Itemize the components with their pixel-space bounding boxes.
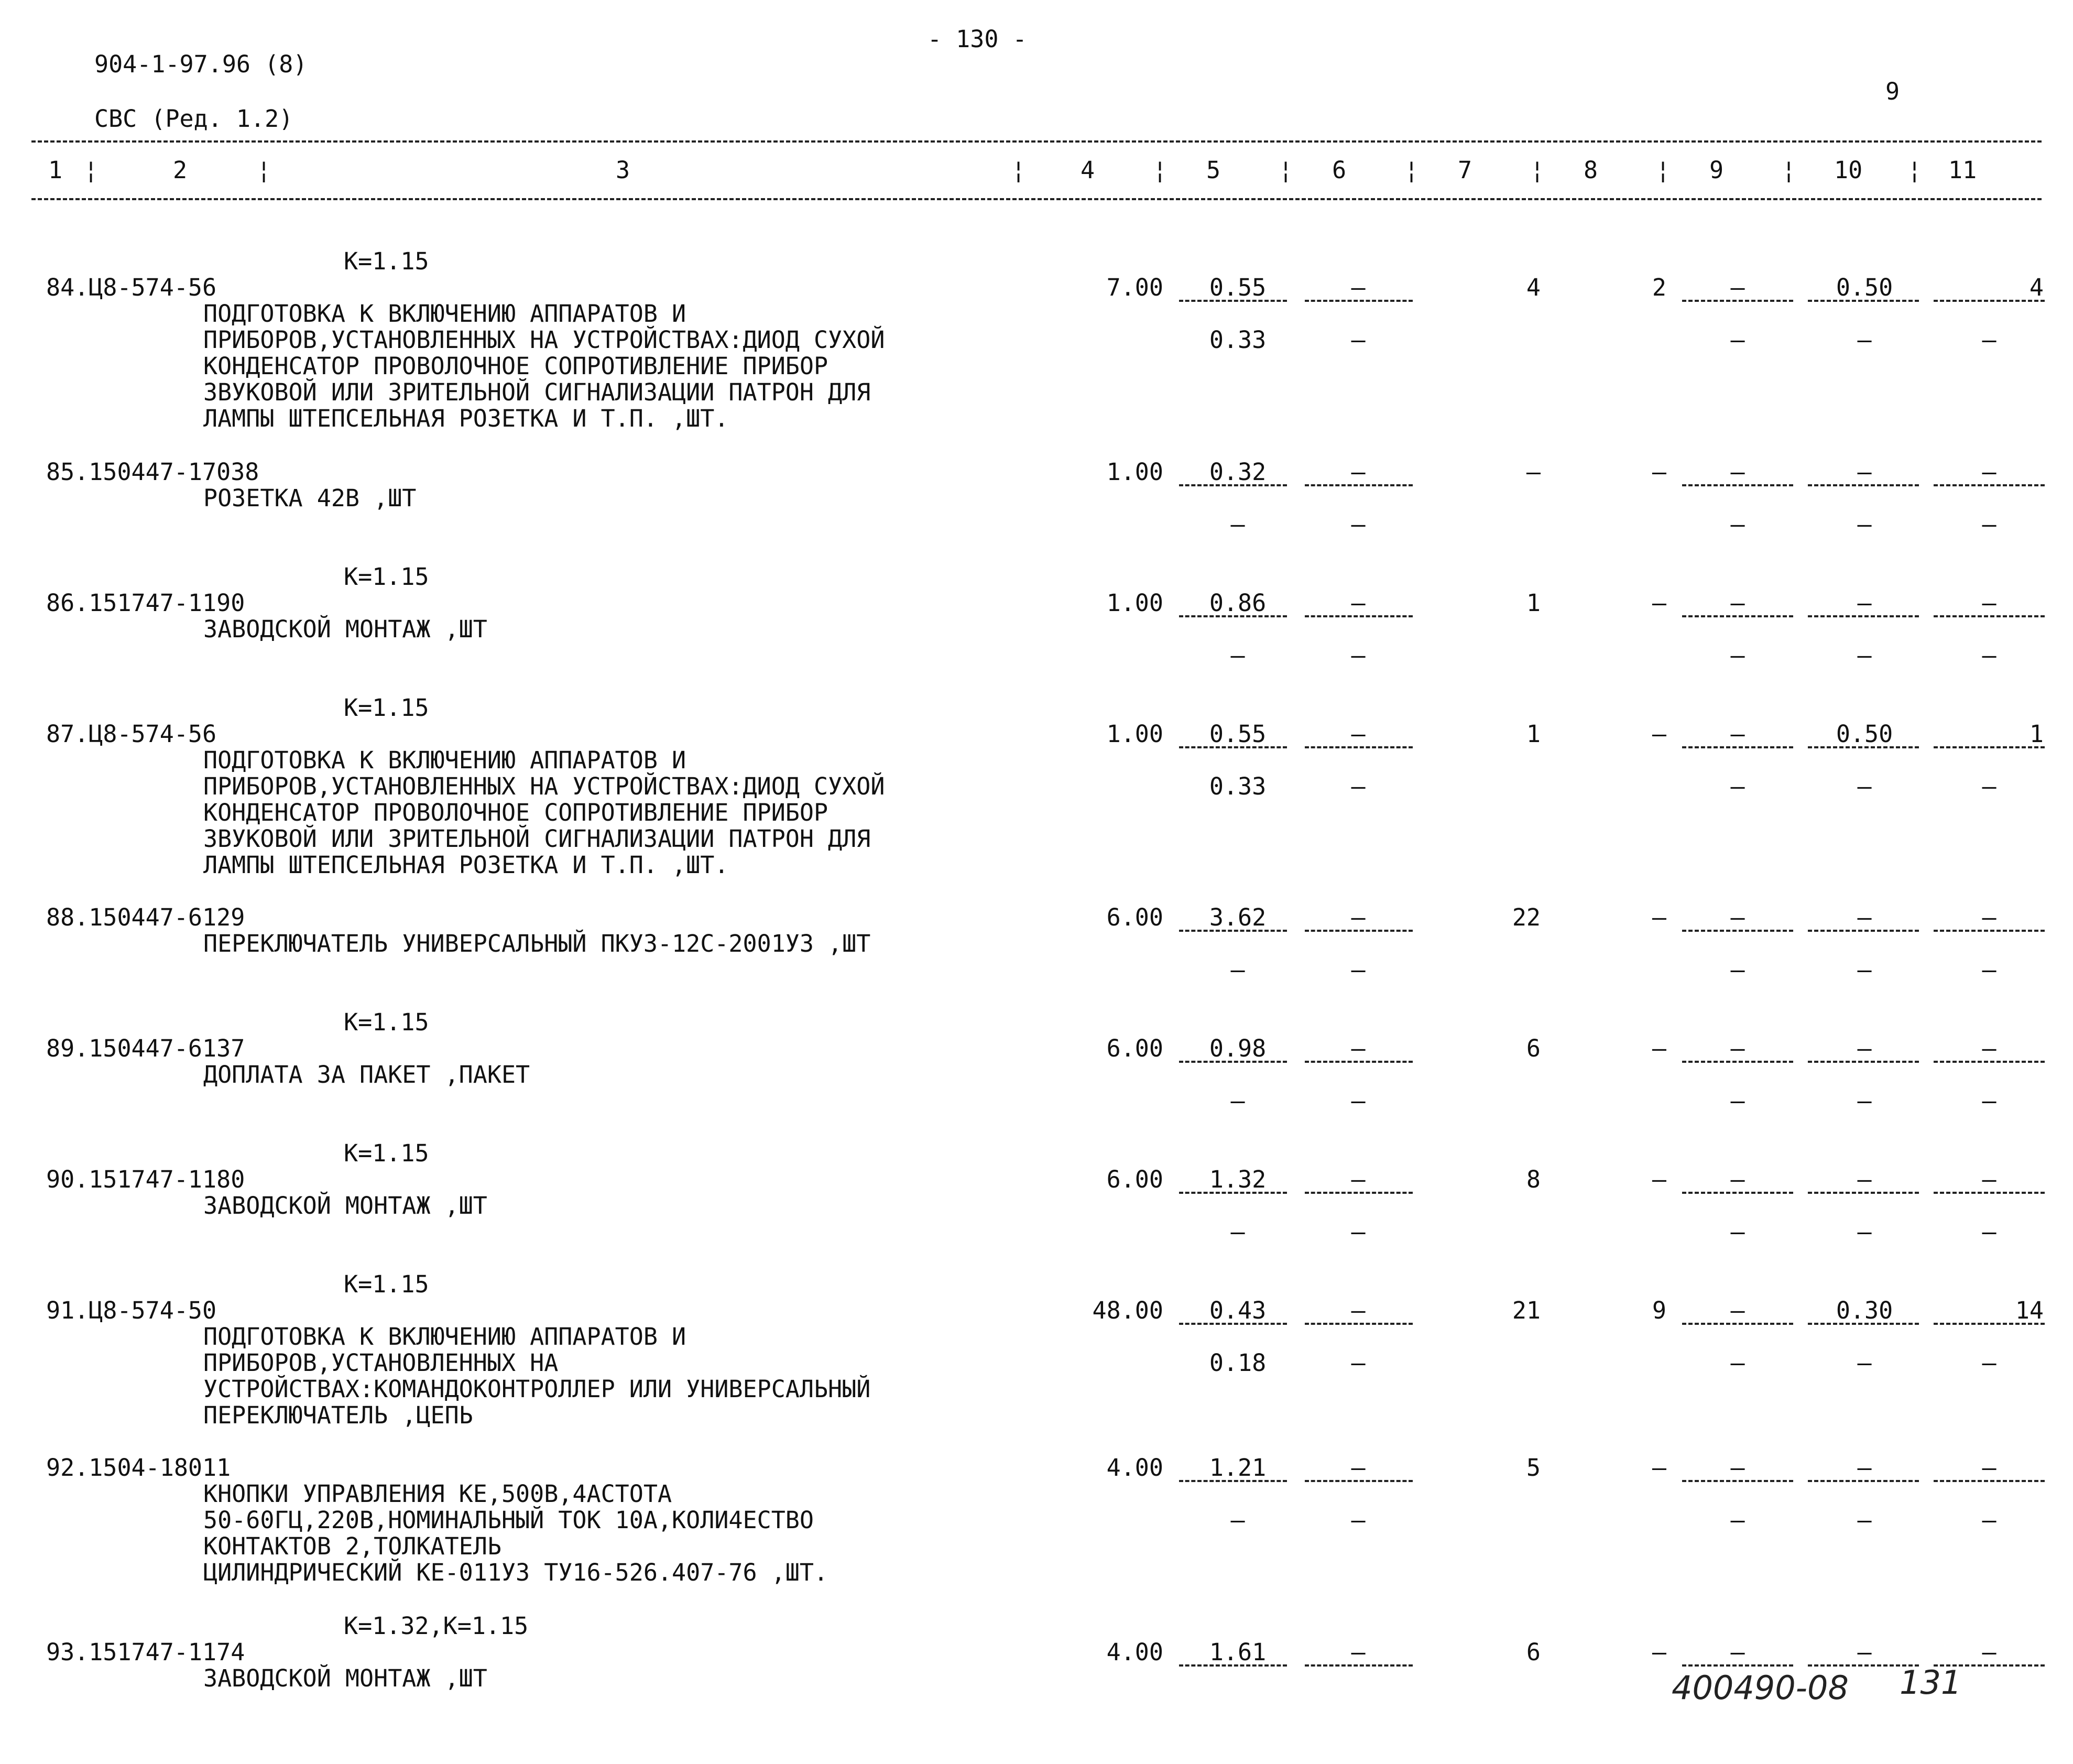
row-code: 84.Ц8-574-56 [46,274,217,301]
row-description-line: КОНДЕНСАТОР ПРОВОЛОЧНОЕ СОПРОТИВЛЕНИЕ ПРИБОР [203,799,828,826]
row-coefficient: К=1.32,К=1.15 [344,1612,529,1640]
fraction-rule-col10 [1808,1323,1919,1325]
row-col5-second: 0.18 [1209,1349,1267,1377]
row-col11: 4 [2029,274,2044,301]
row-col6-second: – [1351,772,1366,800]
fraction-rule-col5 [1179,615,1287,617]
fraction-rule-col10 [1808,1061,1919,1063]
column-header-4: 4 [1081,156,1095,184]
column-separator: ¦ [1404,156,1419,184]
row-col11-second: – [1982,956,1996,984]
row-col5-second: – [1230,956,1245,984]
row-col10-second: – [1857,641,1872,669]
row-col11: – [1982,589,1996,617]
column-separator: ¦ [1011,156,1026,184]
row-col8: – [1652,1035,1666,1062]
row-col5: 1.61 [1209,1638,1267,1666]
row-col6: – [1351,1638,1366,1666]
row-code: 88.150447-6129 [46,903,245,931]
column-header-2: 2 [173,156,188,184]
corner-number: 9 [1885,78,1900,105]
column-header-11: 11 [1948,156,1977,184]
row-col9: – [1730,1166,1745,1193]
row-col9-second: – [1730,956,1745,984]
row-col5-second: – [1230,1087,1245,1115]
row-col9-second: – [1730,641,1745,669]
row-description-line: КОНТАКТОВ 2,ТОЛКАТЕЛЬ [203,1532,501,1560]
fraction-rule-col10 [1808,1480,1919,1482]
fraction-rule-col5 [1179,1480,1287,1482]
row-description-line: ЛАМПЫ ШТЕПСЕЛЬНАЯ РОЗЕТКА И Т.П. ,ШТ. [203,851,729,879]
row-col10: – [1857,1166,1872,1193]
column-separator: ¦ [1907,156,1922,184]
row-col10-second: – [1857,1218,1872,1246]
row-col10-second: – [1857,772,1872,800]
fraction-rule-col5 [1179,1323,1287,1325]
row-code: 85.150447-17038 [46,458,259,486]
fraction-rule-col11 [1934,1192,2045,1194]
fraction-rule-col10 [1808,484,1919,486]
row-col8: 9 [1652,1297,1666,1324]
row-col6-second: – [1351,956,1366,984]
row-col6: – [1351,1454,1366,1482]
column-header-7: 7 [1458,156,1472,184]
row-quantity: 1.00 [1106,720,1163,748]
row-description-line: ЗАВОДСКОЙ МОНТАЖ ,ШТ [203,1192,487,1219]
fraction-rule-col9 [1682,746,1793,748]
row-code: 87.Ц8-574-56 [46,720,217,748]
row-col10: – [1857,1638,1872,1666]
row-col6-second: – [1351,510,1366,538]
row-col9-second: – [1730,510,1745,538]
row-col10: – [1857,1454,1872,1482]
row-col5: 0.55 [1209,720,1267,748]
fraction-rule-col6 [1305,1061,1413,1063]
row-coefficient: К=1.15 [344,247,429,275]
row-col5: 3.62 [1209,903,1267,931]
row-description-line: ДОПЛАТА ЗА ПАКЕТ ,ПАКЕТ [203,1061,530,1088]
fraction-rule-col5 [1179,746,1287,748]
row-col11: 1 [2029,720,2044,748]
fraction-rule-col6 [1305,930,1413,932]
fraction-rule-col5 [1179,484,1287,486]
row-col6-second: – [1351,1218,1366,1246]
fraction-rule-col6 [1305,1664,1413,1667]
fraction-rule-col11 [1934,615,2045,617]
row-description-line: 50-60ГЦ,220В,НОМИНАЛЬНЫЙ ТОК 10А,КОЛИ4ЕСТВО [203,1506,814,1534]
row-col10-second: – [1857,326,1872,354]
row-col6: – [1351,274,1366,301]
row-code: 92.1504-18011 [46,1454,231,1482]
row-col6: – [1351,589,1366,617]
row-col5: 1.32 [1209,1166,1267,1193]
row-description-line: ПЕРЕКЛЮЧАТЕЛЬ УНИВЕРСАЛЬНЫЙ ПКУ3-12С-2001У3 ,ШТ [203,930,871,957]
row-col10-second: – [1857,510,1872,538]
fraction-rule-col9 [1682,1192,1793,1194]
fraction-rule-col9 [1682,615,1793,617]
row-quantity: 6.00 [1106,1035,1163,1062]
row-col5-second: – [1230,1218,1245,1246]
row-description-line: ЛАМПЫ ШТЕПСЕЛЬНАЯ РОЗЕТКА И Т.П. ,ШТ. [203,405,729,432]
row-col8: – [1652,1166,1666,1193]
row-col10-second: – [1857,1087,1872,1115]
row-col6-second: – [1351,641,1366,669]
fraction-rule-col10 [1808,930,1919,932]
row-quantity: 7.00 [1106,274,1163,301]
row-col7: 5 [1526,1454,1541,1482]
row-description-line: ПРИБОРОВ,УСТАНОВЛЕННЫХ НА [203,1349,559,1377]
fraction-rule-col11 [1934,300,2045,302]
column-separator: ¦ [257,156,271,184]
row-col11-second: – [1982,510,1996,538]
fraction-rule-col11 [1934,484,2045,486]
row-col6-second: – [1351,1087,1366,1115]
row-col6: – [1351,1166,1366,1193]
row-col6: – [1351,903,1366,931]
row-col7: 6 [1526,1035,1541,1062]
row-col10: 0.50 [1836,720,1893,748]
fraction-rule-col6 [1305,615,1413,617]
fraction-rule-col5 [1179,1664,1287,1667]
row-quantity: 4.00 [1106,1454,1163,1482]
row-col9: – [1730,1035,1745,1062]
fraction-rule-col10 [1808,615,1919,617]
fraction-rule-col6 [1305,1192,1413,1194]
row-col8: – [1652,903,1666,931]
column-header-5: 5 [1206,156,1221,184]
fraction-rule-col5 [1179,300,1287,302]
row-col9: – [1730,274,1745,301]
row-col11-second: – [1982,1087,1996,1115]
row-col11-second: – [1982,1506,1996,1534]
fraction-rule-col6 [1305,484,1413,486]
fraction-rule-col11 [1934,930,2045,932]
row-col7: 1 [1526,720,1541,748]
row-col11: – [1982,458,1996,486]
row-col11: – [1982,903,1996,931]
row-description-line: ПОДГОТОВКА К ВКЛЮЧЕНИЮ АППАРАТОВ И [203,746,686,774]
fraction-rule-col9 [1682,1664,1793,1667]
fraction-rule-col5 [1179,930,1287,932]
column-separator: ¦ [1279,156,1293,184]
row-col7: 1 [1526,589,1541,617]
table-top-rule [31,140,2042,143]
column-header-1: 1 [48,156,63,184]
column-separator: ¦ [1530,156,1545,184]
row-col10-second: – [1857,1506,1872,1534]
document-code: 904-1-97.96 (8) [94,50,308,78]
fraction-rule-col9 [1682,1323,1793,1325]
handwritten-stamp: 400490-08 [1672,1669,1849,1707]
row-col11: – [1982,1454,1996,1482]
handwritten-sheet-number: 131 [1900,1663,1962,1702]
row-col8: – [1652,458,1666,486]
column-separator: ¦ [1153,156,1168,184]
row-col11: – [1982,1035,1996,1062]
row-description-line: ПРИБОРОВ,УСТАНОВЛЕННЫХ НА УСТРОЙСТВАХ:ДИОД СУХОЙ [203,326,885,354]
row-col10: – [1857,1035,1872,1062]
row-col6: – [1351,458,1366,486]
row-description-line: ЗВУКОВОЙ ИЛИ ЗРИТЕЛЬНОЙ СИГНАЛИЗАЦИИ ПАТРОН ДЛЯ [203,825,871,853]
row-col5: 0.43 [1209,1297,1267,1324]
row-col5-second: – [1230,1506,1245,1534]
row-col5: 0.32 [1209,458,1267,486]
row-col7: – [1526,458,1541,486]
row-description-line: ПОДГОТОВКА К ВКЛЮЧЕНИЮ АППАРАТОВ И [203,300,686,328]
row-col11-second: – [1982,772,1996,800]
row-quantity: 1.00 [1106,458,1163,486]
row-col5-second: – [1230,510,1245,538]
fraction-rule-col9 [1682,1480,1793,1482]
row-col7: 22 [1512,903,1541,931]
fraction-rule-col6 [1305,1480,1413,1482]
program-version: СВС (Ред. 1.2) [94,105,293,133]
row-col9-second: – [1730,1349,1745,1377]
row-description-line: РОЗЕТКА 42В ,ШТ [203,484,417,512]
fraction-rule-col11 [1934,1061,2045,1063]
row-col11-second: – [1982,641,1996,669]
row-col9: – [1730,458,1745,486]
row-col7: 8 [1526,1166,1541,1193]
row-description-line: ПОДГОТОВКА К ВКЛЮЧЕНИЮ АППАРАТОВ И [203,1323,686,1351]
row-quantity: 6.00 [1106,1166,1163,1193]
row-coefficient: К=1.15 [344,1270,429,1298]
row-col11-second: – [1982,1218,1996,1246]
row-quantity: 4.00 [1106,1638,1163,1666]
fraction-rule-col10 [1808,746,1919,748]
row-col9-second: – [1730,1506,1745,1534]
row-col8: – [1652,1638,1666,1666]
row-code: 86.151747-1190 [46,589,245,617]
row-col9: – [1730,589,1745,617]
row-code: 89.150447-6137 [46,1035,245,1062]
fraction-rule-col6 [1305,300,1413,302]
row-description-line: ПЕРЕКЛЮЧАТЕЛЬ ,ЦЕПЬ [203,1401,473,1429]
fraction-rule-col9 [1682,930,1793,932]
row-description-line: КНОПКИ УПРАВЛЕНИЯ КЕ,500В,4АСТОТА [203,1480,672,1508]
row-col5: 0.55 [1209,274,1267,301]
fraction-rule-col11 [1934,1323,2045,1325]
row-col10-second: – [1857,1349,1872,1377]
row-col5-second: – [1230,641,1245,669]
row-coefficient: К=1.15 [344,563,429,591]
row-description-line: КОНДЕНСАТОР ПРОВОЛОЧНОЕ СОПРОТИВЛЕНИЕ ПРИБОР [203,352,828,380]
row-col9: – [1730,1638,1745,1666]
row-col7: 21 [1512,1297,1541,1324]
row-description-line: УСТРОЙСТВАХ:КОМАНДОКОНТРОЛЛЕР ИЛИ УНИВЕРСАЛЬНЫЙ [203,1375,871,1403]
row-col9-second: – [1730,772,1745,800]
row-col10: – [1857,589,1872,617]
table-header-rule [31,198,2042,200]
row-coefficient: К=1.15 [344,694,429,722]
row-description-line: ПРИБОРОВ,УСТАНОВЛЕННЫХ НА УСТРОЙСТВАХ:ДИОД СУХОЙ [203,772,885,800]
row-col6: – [1351,1035,1366,1062]
row-col5-second: 0.33 [1209,326,1267,354]
column-header-9: 9 [1709,156,1724,184]
fraction-rule-col10 [1808,1192,1919,1194]
row-col6: – [1351,720,1366,748]
fraction-rule-col11 [1934,1480,2045,1482]
row-col6-second: – [1351,1349,1366,1377]
fraction-rule-col5 [1179,1192,1287,1194]
row-col7: 6 [1526,1638,1541,1666]
row-col8: – [1652,720,1666,748]
row-col5: 0.98 [1209,1035,1267,1062]
column-header-6: 6 [1332,156,1347,184]
row-code: 90.151747-1180 [46,1166,245,1193]
row-col5-second: 0.33 [1209,772,1267,800]
row-col11: – [1982,1638,1996,1666]
row-col9: – [1730,1297,1745,1324]
row-col10-second: – [1857,956,1872,984]
column-separator: ¦ [1782,156,1796,184]
column-header-10: 10 [1834,156,1863,184]
fraction-rule-col6 [1305,1323,1413,1325]
row-quantity: 6.00 [1106,903,1163,931]
row-col7: 4 [1526,274,1541,301]
row-col5: 0.86 [1209,589,1267,617]
row-col8: – [1652,1454,1666,1482]
row-col6: – [1351,1297,1366,1324]
fraction-rule-col5 [1179,1061,1287,1063]
row-col9-second: – [1730,1218,1745,1246]
row-col9-second: – [1730,1087,1745,1115]
row-col9: – [1730,1454,1745,1482]
row-code: 93.151747-1174 [46,1638,245,1666]
row-col10: – [1857,458,1872,486]
fraction-rule-col11 [1934,746,2045,748]
row-col10: 0.50 [1836,274,1893,301]
row-col9: – [1730,720,1745,748]
row-col11-second: – [1982,326,1996,354]
fraction-rule-col10 [1808,300,1919,302]
row-quantity: 48.00 [1092,1297,1163,1324]
row-col8: 2 [1652,274,1666,301]
row-col11: – [1982,1166,1996,1193]
page-number: - 130 - [928,25,1027,53]
column-header-3: 3 [616,156,630,184]
row-description-line: ЦИЛИНДРИЧЕСКИЙ КЕ-011У3 ТУ16-526.407-76 ,ШТ. [203,1559,828,1586]
column-separator: ¦ [84,156,99,184]
row-coefficient: К=1.15 [344,1008,429,1036]
row-description-line: ЗВУКОВОЙ ИЛИ ЗРИТЕЛЬНОЙ СИГНАЛИЗАЦИИ ПАТРОН ДЛЯ [203,378,871,406]
row-col9: – [1730,903,1745,931]
row-col11: 14 [2015,1297,2044,1324]
row-quantity: 1.00 [1106,589,1163,617]
fraction-rule-col9 [1682,1061,1793,1063]
row-code: 91.Ц8-574-50 [46,1297,217,1324]
fraction-rule-col9 [1682,300,1793,302]
row-col11-second: – [1982,1349,1996,1377]
row-col5: 1.21 [1209,1454,1267,1482]
fraction-rule-col9 [1682,484,1793,486]
row-col8: – [1652,589,1666,617]
row-coefficient: К=1.15 [344,1139,429,1167]
row-col10: 0.30 [1836,1297,1893,1324]
row-col6-second: – [1351,326,1366,354]
column-header-8: 8 [1584,156,1598,184]
row-description-line: ЗАВОДСКОЙ МОНТАЖ ,ШТ [203,615,487,643]
row-col10: – [1857,903,1872,931]
row-col6-second: – [1351,1506,1366,1534]
row-col9-second: – [1730,326,1745,354]
column-separator: ¦ [1656,156,1671,184]
fraction-rule-col6 [1305,746,1413,748]
row-description-line: ЗАВОДСКОЙ МОНТАЖ ,ШТ [203,1664,487,1692]
